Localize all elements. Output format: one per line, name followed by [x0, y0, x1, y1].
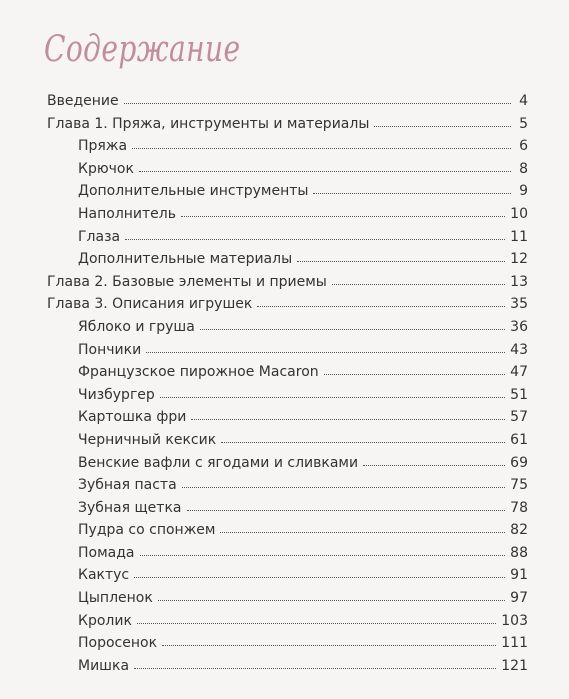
toc-entry-label: Чизбургер	[78, 386, 155, 403]
dot-leader	[182, 486, 506, 488]
toc-entry-label: Венские вафли с ягодами и сливками	[78, 454, 359, 471]
toc-entry-label: Крючок	[78, 160, 134, 177]
toc-entry-label: Кролик	[78, 612, 132, 629]
dot-leader	[324, 373, 506, 375]
toc-entry-page-number: 91	[510, 567, 528, 584]
dot-leader	[124, 102, 511, 104]
toc-subentry[interactable]	[47, 497, 528, 520]
toc-subentry[interactable]	[47, 632, 528, 655]
toc-subentry[interactable]	[47, 452, 528, 475]
toc-subentry[interactable]	[47, 542, 528, 565]
toc-entry-page-number: 88	[510, 544, 528, 561]
toc-entry-label: Мишка	[78, 657, 130, 674]
toc-subentry[interactable]	[47, 384, 528, 407]
toc-entry-label: Помада	[78, 544, 135, 561]
toc-subentry[interactable]	[47, 519, 528, 542]
dot-leader	[297, 260, 505, 262]
toc-entry-page-number: 4	[519, 93, 528, 109]
toc-subentry[interactable]	[47, 316, 528, 339]
toc-entry-page-number: 121	[501, 657, 528, 674]
toc-subentry[interactable]	[47, 406, 528, 429]
toc-entry-label: Глава 1. Пряжа, инструменты и материалы	[47, 115, 370, 132]
toc-entry-label: Пряжа	[78, 138, 128, 155]
toc-subentry[interactable]	[47, 655, 528, 678]
toc-subentry[interactable]	[47, 158, 528, 181]
dot-leader	[220, 531, 505, 533]
toc-subentry[interactable]	[47, 203, 528, 226]
toc-entry-label: Цыпленок	[78, 590, 153, 607]
toc-entry-page-number: 35	[510, 296, 528, 313]
toc-entry-label: Пудра со спонжем	[78, 522, 216, 539]
toc-entry-label: Поросенок	[78, 635, 158, 652]
toc-subentry[interactable]	[47, 135, 528, 158]
toc-entry-page-number: 69	[510, 454, 528, 471]
dot-leader	[134, 576, 505, 578]
toc-entry-label: Яблоко и груша	[78, 318, 195, 335]
table-of-contents	[47, 90, 528, 677]
toc-entry-page-number: 9	[519, 183, 528, 200]
toc-subentry[interactable]	[47, 564, 528, 587]
dot-leader	[134, 667, 496, 669]
toc-entry-page-number: 11	[510, 228, 528, 245]
toc-entry-label: Глава 3. Описания игрушек	[47, 296, 253, 313]
dot-leader	[146, 351, 505, 353]
toc-entry-page-number: 111	[501, 635, 528, 652]
toc-entry[interactable]	[47, 293, 528, 316]
toc-entry-page-number: 5	[519, 115, 528, 132]
page-title: Содержание	[44, 29, 241, 70]
toc-entry-label: Пончики	[78, 341, 142, 358]
toc-entry-page-number: 36	[510, 318, 528, 335]
toc-entry-page-number: 6	[519, 138, 528, 155]
toc-entry[interactable]	[47, 113, 528, 136]
toc-entry-page-number: 10	[510, 205, 528, 222]
toc-entry-label: Наполнитель	[78, 205, 176, 222]
toc-entry-label: Дополнительные инструменты	[78, 183, 309, 200]
toc-entry-page-number: 43	[510, 341, 528, 358]
toc-entry-page-number: 103	[501, 612, 528, 629]
dot-leader	[187, 509, 506, 511]
toc-subentry[interactable]	[47, 339, 528, 362]
toc-entry-label: Глаза	[78, 228, 121, 245]
dot-leader	[160, 396, 505, 398]
toc-entry-page-number: 57	[510, 409, 528, 426]
toc-entry-label: Черничный кексик	[78, 431, 217, 448]
toc-entry-page-number: 78	[510, 499, 528, 516]
dot-leader	[162, 644, 496, 646]
toc-subentry[interactable]	[47, 610, 528, 633]
dot-leader	[221, 441, 505, 443]
dot-leader	[191, 418, 505, 420]
toc-entry[interactable]	[47, 90, 528, 113]
toc-subentry[interactable]	[47, 361, 528, 384]
toc-entry-page-number: 51	[510, 386, 528, 403]
toc-subentry[interactable]	[47, 226, 528, 249]
dot-leader	[125, 238, 505, 240]
dot-leader	[374, 125, 511, 127]
toc-entry-label: Дополнительные материалы	[78, 251, 293, 268]
toc-subentry[interactable]	[47, 429, 528, 452]
toc-entry-page-number: 75	[510, 477, 528, 494]
toc-entry-label: Кактус	[78, 567, 130, 584]
dot-leader	[139, 170, 511, 172]
toc-entry-page-number: 12	[510, 251, 528, 268]
toc-entry-page-number: 47	[510, 364, 528, 381]
toc-entry-label: Введение	[47, 93, 119, 109]
toc-entry-label: Глава 2. Базовые элементы и приемы	[47, 273, 327, 290]
dot-leader	[257, 305, 505, 307]
dot-leader	[181, 215, 505, 217]
dot-leader	[200, 328, 505, 330]
toc-entry-page-number: 97	[510, 590, 528, 607]
toc-entry-page-number: 13	[510, 273, 528, 290]
toc-entry-label: Французское пирожное Macaron	[78, 364, 319, 381]
toc-subentry[interactable]	[47, 474, 528, 497]
dot-leader	[140, 554, 506, 556]
toc-entry-page-number: 82	[510, 522, 528, 539]
toc-subentry[interactable]	[47, 248, 528, 271]
dot-leader	[137, 622, 496, 624]
dot-leader	[332, 283, 505, 285]
dot-leader	[158, 599, 505, 601]
toc-subentry[interactable]	[47, 180, 528, 203]
dot-leader	[363, 464, 505, 466]
toc-entry-page-number: 8	[519, 160, 528, 177]
toc-entry-label: Зубная щетка	[78, 499, 182, 516]
toc-entry-label: Картошка фри	[78, 409, 187, 426]
dot-leader	[313, 192, 511, 194]
toc-entry-label: Зубная паста	[78, 477, 177, 494]
dot-leader	[132, 147, 511, 149]
toc-entry-page-number: 61	[510, 431, 528, 448]
toc-entry[interactable]	[47, 271, 528, 294]
toc-subentry[interactable]	[47, 587, 528, 610]
